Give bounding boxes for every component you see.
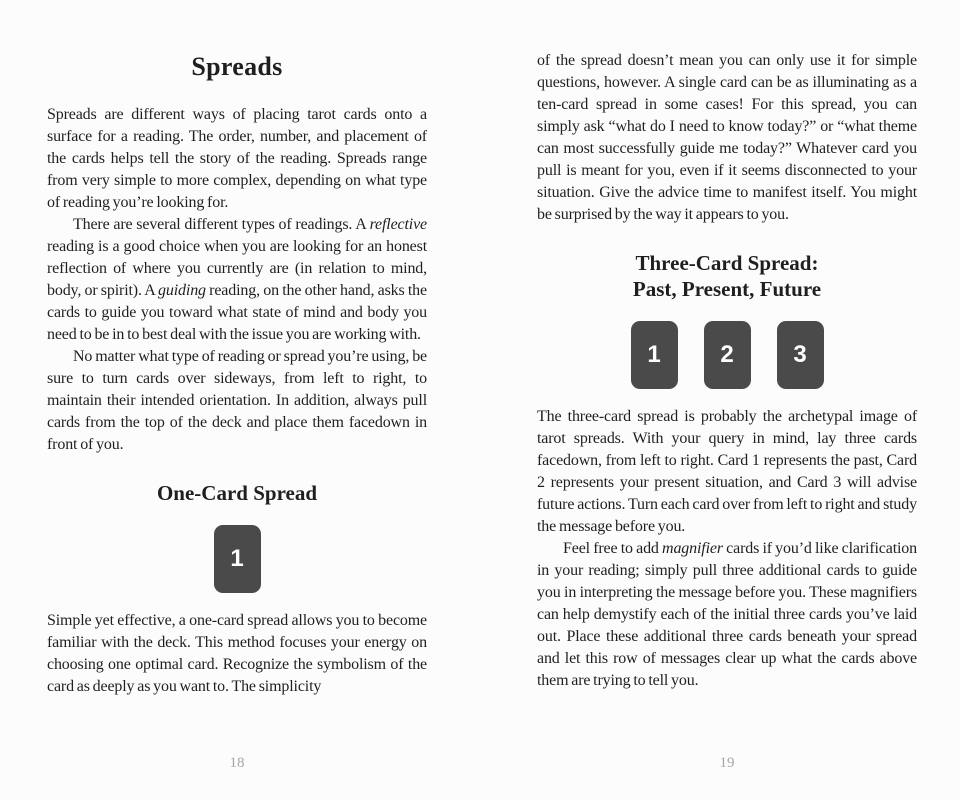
chapter-title: Spreads [191, 52, 283, 81]
page-number: 18 [229, 755, 245, 771]
body-paragraph: of the spread doesn’t mean you can only use it for simple questions, however. A single card can be as illuminating as a ten-card spread in some cases! For this spread, you can simply ask “what do I need to know today?” or “what theme can most successfully guide me today?” Whatever card you pull is meant for you, even if it seems disconnected to your situation. Give the advice time to manifest itself. You might be surprised by the way it appears to you. [537, 52, 917, 223]
card-number: 1 [230, 545, 244, 572]
card-spread-row [537, 321, 917, 389]
body-paragraph: The three-card spread is probably the archetypal image of tarot spreads. With your query in mind, lay three cards facedown, from left to right. Card 1 represents the past, Card 2 represents your present situation, and Card 3 will advise future actions. Turn each card over from left to right and study the message before you. [537, 408, 917, 535]
tarot-card [777, 321, 824, 389]
page-number: 19 [719, 755, 735, 771]
right-page-content [537, 50, 917, 692]
body-paragraph: Spreads are different ways of placing tarot cards onto a surface for a reading. The order, number, and placement of the cards helps tell the story of the reading. Spreads range from very simple to more complex, depending on what type of reading you’re looking for. [47, 106, 427, 211]
section-heading: One-Card Spread [156, 481, 318, 505]
tarot-card [214, 525, 261, 593]
right-page [480, 0, 960, 800]
section-heading: Three-Card Spread: Past, Present, Future [632, 251, 822, 301]
body-paragraph: Feel free to add magnifier cards if you’d like clarification in your reading; simply pull three additional cards to guide you in interpreting the message before you. These magnifiers can help demystify each of the initial three cards you’ve laid out. Place these additional three cards beneath your spread and let this row of messages clear up what the cards above them are trying to tell you. [537, 540, 918, 689]
body-paragraph: No matter what type of reading or spread you’re using, be sure to turn cards over sideways, from left to right, to maintain their intended orientation. In addition, always pull cards from the top of the deck and place them facedown in front of you. [47, 348, 427, 453]
card-number: 2 [720, 341, 734, 368]
body-paragraph: There are several different types of readings. A reflective reading is a good choice when you are looking for an honest reflection of where you currently are (in relation to mind, body, or spirit). A guiding reading, on the other hand, asks the cards to guide you toward what state of mind and body you need to be in to best deal with the issue you are working with. [47, 216, 427, 343]
left-page-content [47, 52, 427, 698]
card-number: 1 [647, 341, 661, 368]
card-spread-row [47, 525, 427, 593]
tarot-card [704, 321, 751, 389]
tarot-card [631, 321, 678, 389]
card-number: 3 [793, 341, 807, 368]
body-paragraph: Simple yet effective, a one-card spread allows you to become familiar with the deck. This method focuses your energy on choosing one optimal card. Recognize the symbolism of the card as deeply as you want to. The simplicity [47, 612, 427, 695]
